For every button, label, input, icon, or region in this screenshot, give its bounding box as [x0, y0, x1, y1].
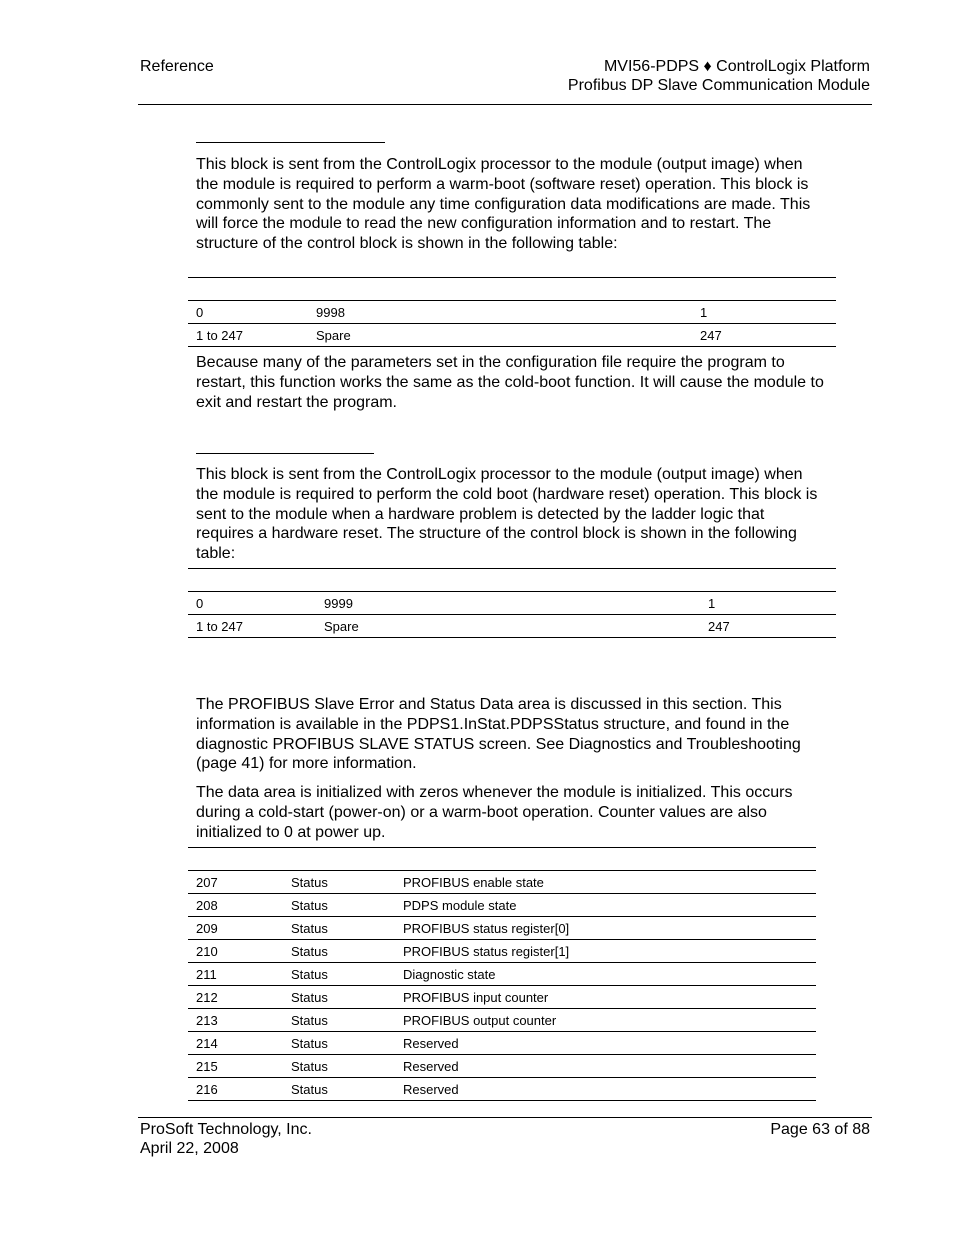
- cell-description: PROFIBUS input counter: [395, 986, 816, 1009]
- cell-offset: 209: [188, 917, 283, 940]
- cell-type: Status: [283, 1009, 395, 1032]
- table-row: [188, 615, 836, 638]
- cell-offset: 212: [188, 986, 283, 1009]
- header-rule: [138, 104, 872, 105]
- cell-description: 9998: [308, 301, 692, 324]
- status-paragraph-2: The data area is initialized with zeros whenever the module is initialized. This occurs during a cold-start (power-on) or a warm-boot operation. Counter values are also initialized to 0 at power up.: [196, 784, 793, 841]
- cold-boot-table: [188, 568, 836, 638]
- header-title-line1: MVI56-PDPS ♦ ControlLogix Platform: [603, 58, 870, 75]
- footer-page-number: Page 63 of 88: [770, 1121, 870, 1138]
- table-header-row: [188, 848, 816, 871]
- cell-type: Status: [283, 871, 395, 894]
- cell-description: Spare: [316, 615, 700, 638]
- footer-company: ProSoft Technology, Inc.: [140, 1121, 312, 1138]
- table-row: [188, 324, 836, 347]
- cell-type: Status: [283, 1055, 395, 1078]
- cell-description: PROFIBUS status register[0]: [395, 917, 816, 940]
- header-title: [568, 57, 870, 95]
- cell-description: PROFIBUS output counter: [395, 1009, 816, 1032]
- table-row: [188, 1032, 816, 1055]
- header-left: Reference: [140, 58, 214, 75]
- cell-type: Status: [283, 894, 395, 917]
- table-row: [188, 963, 816, 986]
- cell-type: Status: [283, 986, 395, 1009]
- table-header-row: [188, 569, 836, 592]
- cell-description: Reserved: [395, 1055, 816, 1078]
- table-row: [188, 592, 836, 615]
- cold-boot-paragraph: This block is sent from the ControlLogix processor to the module (output image) when the module is required to perform the cold boot (hardware reset) operation. This block is sent to the module when a hardware problem is detected by the ladder logic that requires a hardware reset. The structure of the control block is shown in the following table:: [196, 466, 818, 563]
- cell-length: 1: [700, 592, 836, 615]
- cell-length: 1: [692, 301, 836, 324]
- header-title-line2: Profibus DP Slave Communication Module: [567, 77, 870, 94]
- cell-description: Spare: [308, 324, 692, 347]
- cell-offset: 0: [188, 592, 316, 615]
- table-row: [188, 940, 816, 963]
- cell-description: Reserved: [395, 1078, 816, 1101]
- cell-offset: 207: [188, 871, 283, 894]
- table-row: [188, 1078, 816, 1101]
- cell-offset: 1 to 247: [188, 324, 308, 347]
- status-paragraph-1: The PROFIBUS Slave Error and Status Data area is discussed in this section. This information is available in the PDPS1.InStat.PDPSStatus structure, and found in the diagnostic PROFIBUS SLAVE STATUS screen. See Diagnostics and Troubleshooting (page 41) for more information.: [196, 696, 801, 773]
- status-table: [188, 847, 816, 1101]
- cell-offset: 214: [188, 1032, 283, 1055]
- cell-length: 247: [700, 615, 836, 638]
- cell-offset: 216: [188, 1078, 283, 1101]
- table-row: [188, 871, 816, 894]
- warm-boot-table: [188, 277, 836, 347]
- cell-description: PROFIBUS status register[1]: [395, 940, 816, 963]
- cell-offset: 1 to 247: [188, 615, 316, 638]
- cell-offset: 213: [188, 1009, 283, 1032]
- cold-boot-heading-rule: [196, 453, 374, 454]
- table-row: [188, 986, 816, 1009]
- cell-type: Status: [283, 940, 395, 963]
- cell-type: Status: [283, 963, 395, 986]
- cell-offset: 210: [188, 940, 283, 963]
- cell-description: Diagnostic state: [395, 963, 816, 986]
- table-row: [188, 894, 816, 917]
- cell-type: Status: [283, 917, 395, 940]
- cell-length: 247: [692, 324, 836, 347]
- warm-boot-paragraph: This block is sent from the ControlLogix processor to the module (output image) when the module is required to perform a warm-boot (software reset) operation. This block is commonly sent to the module any time configuration data modifications are made. This will force the module to read the new configuration information and to restart. The structure of the control block is shown in the following table:: [196, 156, 811, 253]
- cell-description: PROFIBUS enable state: [395, 871, 816, 894]
- cell-description: PDPS module state: [395, 894, 816, 917]
- table-row: [188, 1009, 816, 1032]
- table-row: [188, 301, 836, 324]
- cell-offset: 215: [188, 1055, 283, 1078]
- cell-type: Status: [283, 1078, 395, 1101]
- table-row: [188, 917, 816, 940]
- table-header-row: [188, 278, 836, 301]
- cell-type: Status: [283, 1032, 395, 1055]
- cell-description: 9999: [316, 592, 700, 615]
- warm-boot-note: Because many of the parameters set in the configuration file require the program to restart, this function works the same as the cold-boot function. It will cause the module to exit and restart the program.: [196, 354, 824, 411]
- table-row: [188, 1055, 816, 1078]
- warm-boot-heading-rule: [196, 142, 385, 143]
- cell-description: Reserved: [395, 1032, 816, 1055]
- cell-offset: 211: [188, 963, 283, 986]
- footer-date: April 22, 2008: [140, 1140, 239, 1157]
- cell-offset: 0: [188, 301, 308, 324]
- cell-offset: 208: [188, 894, 283, 917]
- footer-left: [140, 1120, 312, 1158]
- footer-rule: [138, 1117, 872, 1118]
